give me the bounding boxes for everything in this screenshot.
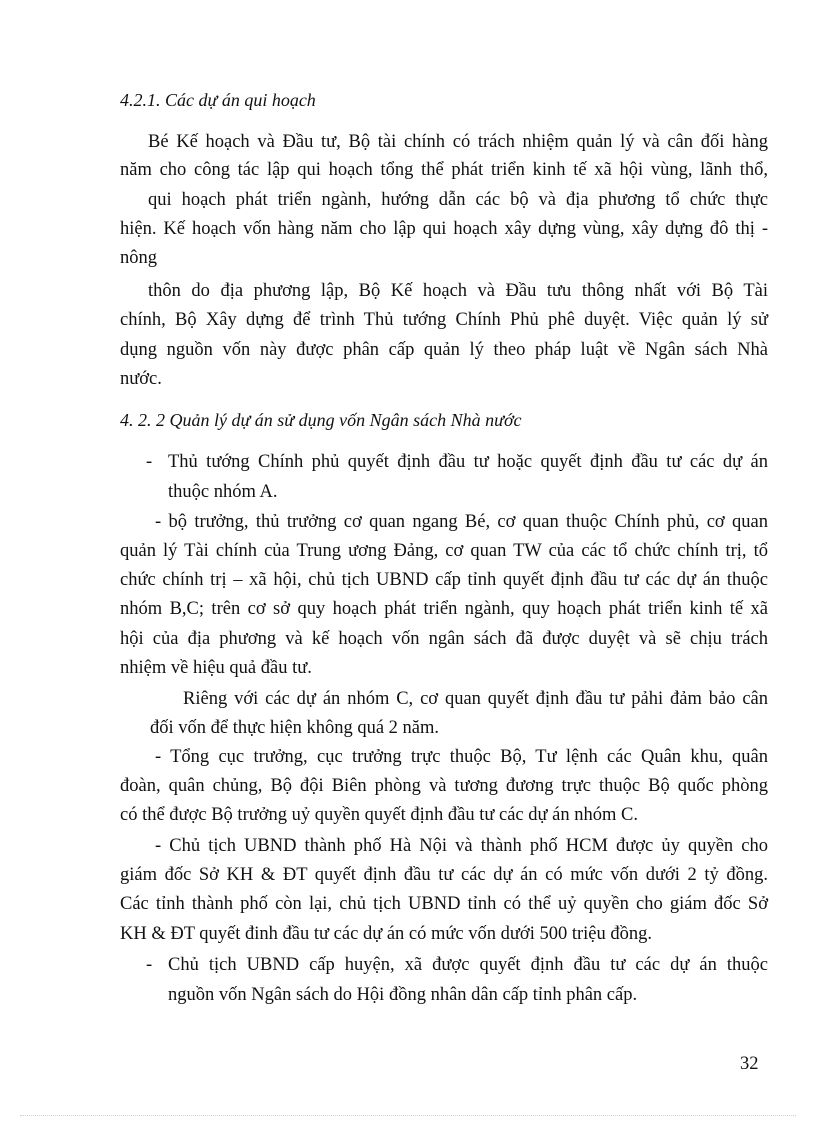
paragraph-line: giám đốc Sở KH & ĐT quyết định đầu tư các dự án có mức vốn dưới 2 tỷ đồng. (120, 865, 768, 885)
paragraph-line: chức chính trị – xã hội, chủ tịch UBND cấp tỉnh quyết định đầu tư các dự án thuộc (120, 570, 768, 590)
paragraph-line: đoàn, quân chủng, Bộ đội Biên phòng và tương đương trực thuộc Bộ quốc phòng (120, 776, 768, 796)
section-heading-4-2-1: 4.2.1. Các dự án qui hoạch (120, 90, 316, 110)
paragraph-line: năm cho công tác lập qui hoạch tổng thể phát triển kinh tế xã hội vùng, lãnh thổ, (120, 160, 768, 180)
footer-divider (20, 1115, 796, 1116)
paragraph-line: hiện. Kế hoạch vốn hàng năm cho lập qui hoạch xây dựng vùng, xây dựng đô thị - (120, 219, 768, 239)
paragraph-line: nông (120, 248, 157, 268)
section-heading-4-2-2: 4. 2. 2 Quản lý dự án sử dụng vốn Ngân sách Nhà nước (120, 410, 522, 430)
bullet-line: Thủ tướng Chính phủ quyết định đầu tư hoặc quyết định đầu tư các dự án (168, 452, 768, 472)
paragraph-line: - bộ trưởng, thủ trưởng cơ quan ngang Bé, cơ quan thuộc Chính phủ, cơ quan (155, 512, 768, 532)
paragraph-line: Riêng với các dự án nhóm C, cơ quan quyết định đầu tư pảhi đảm bảo cân (183, 689, 768, 709)
paragraph-line: KH & ĐT quyết đinh đầu tư các dự án có mức vốn dưới 500 triệu đồng. (120, 924, 652, 944)
paragraph-line: thôn do địa phương lập, Bộ Kế hoạch và Đầu tưu thông nhất với Bộ Tài (148, 281, 768, 301)
paragraph-line: nhóm B,C; trên cơ sở quy hoạch phát triển ngành, quy hoạch phát triển kinh tế xã (120, 599, 768, 619)
paragraph-line: nhiệm về hiệu quả đầu tư. (120, 658, 312, 678)
paragraph-line: nước. (120, 369, 162, 389)
bullet-dash: - (146, 955, 153, 975)
paragraph-line: có thể được Bộ trưởng uỷ quyền quyết định đầu tư các dự án nhóm C. (120, 805, 638, 825)
bullet-line: thuộc nhóm A. (168, 482, 278, 502)
paragraph-line: dụng nguồn vốn này được phân cấp quản lý theo pháp luật về Ngân sách Nhà (120, 340, 768, 360)
page-number: 32 (740, 1054, 759, 1074)
paragraph-line: - Chủ tịch UBND thành phố Hà Nội và thành phố HCM được ủy quyền cho (155, 836, 768, 856)
paragraph-line: quản lý Tài chính của Trung ương Đảng, cơ quan TW của các tổ chức chính trị, tổ (120, 541, 768, 561)
bullet-line: nguồn vốn Ngân sách do Hội đồng nhân dân cấp tỉnh phân cấp. (168, 985, 638, 1005)
paragraph-line: Các tỉnh thành phố còn lại, chủ tịch UBND tỉnh có thể uỷ quyền cho giám đốc Sở (120, 894, 768, 914)
bullet-line: Chủ tịch UBND cấp huyện, xã được quyết định đầu tư các dự án thuộc (168, 955, 768, 975)
bullet-dash: - (146, 452, 153, 472)
paragraph-line: qui hoạch phát triển ngành, hướng dẫn các bộ và địa phương tổ chức thực (148, 190, 768, 210)
paragraph-line: - Tổng cục trưởng, cục trưởng trực thuộc Bộ, Tư lệnh các Quân khu, quân (155, 747, 768, 767)
paragraph-line: hội của địa phương và kế hoạch vốn ngân sách đã được duyệt và sẽ chịu trách (120, 629, 768, 649)
paragraph-line: đối vốn để thực hiện không quá 2 năm. (150, 718, 440, 738)
paragraph-line: Bé Kế hoạch và Đầu tư, Bộ tài chính có trách nhiệm quản lý và cân đối hàng (148, 132, 768, 152)
paragraph-line: chính, Bộ Xây dựng để trình Thủ tướng Chính Phủ phê duyệt. Việc quản lý sử (120, 310, 768, 330)
